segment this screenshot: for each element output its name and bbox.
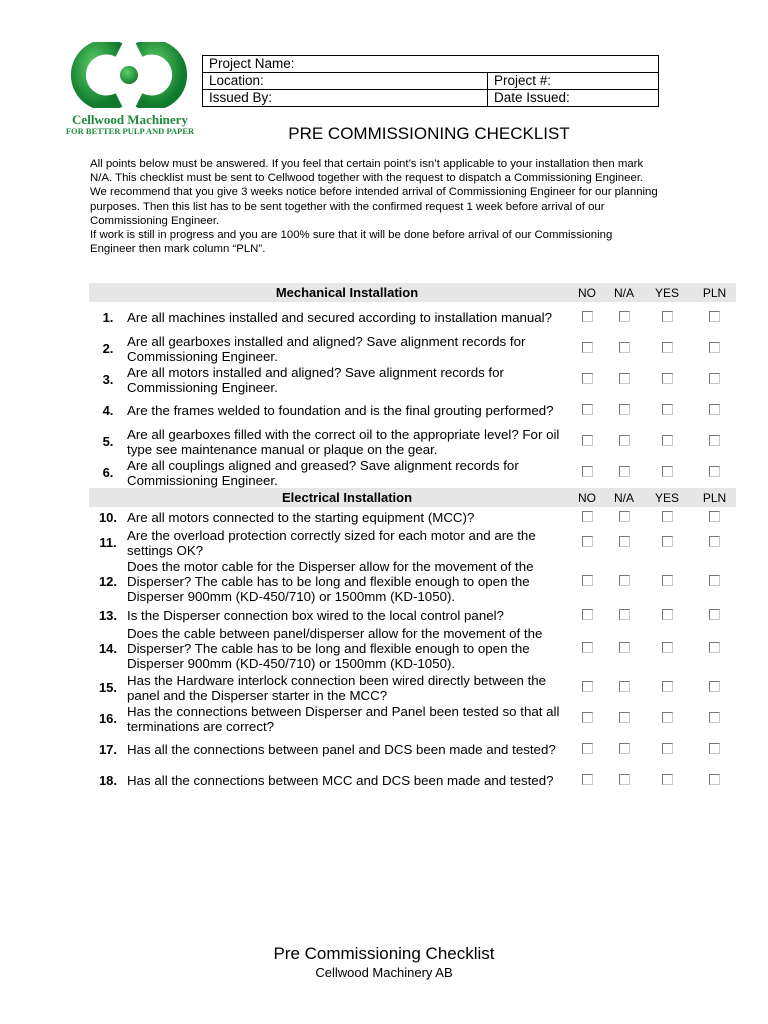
issued-by-field[interactable]: Issued By: [203, 90, 488, 107]
checkbox-cell [567, 558, 607, 605]
checkbox-cell [607, 765, 641, 796]
checkbox-cell [641, 558, 693, 605]
checkbox-cell [693, 672, 736, 703]
checkbox-yes[interactable] [662, 311, 673, 322]
checklist-row [89, 333, 736, 364]
checkbox-pln[interactable] [709, 536, 720, 547]
checkbox-cell [641, 507, 693, 527]
checkbox-yes[interactable] [662, 536, 673, 547]
checkbox-no[interactable] [582, 435, 593, 446]
checkbox-yes[interactable] [662, 511, 673, 522]
item-number: 18. [98, 773, 118, 788]
item-number: 5. [102, 434, 114, 449]
checkbox-pln[interactable] [709, 511, 720, 522]
checkbox-pln[interactable] [709, 311, 720, 322]
checkbox-yes[interactable] [662, 609, 673, 620]
checkbox-cell [641, 457, 693, 488]
section-header-row [89, 488, 736, 507]
checkbox-cell [607, 364, 641, 395]
checklist-table [89, 283, 736, 796]
checkbox-cell [607, 527, 641, 558]
column-header: YES [641, 488, 693, 507]
column-header: NO [567, 283, 607, 302]
checkbox-yes[interactable] [662, 435, 673, 446]
checkbox-cell [641, 426, 693, 457]
question-text: Has all the connections between MCC and DCS been made and tested? [127, 773, 554, 788]
checkbox-cell [567, 333, 607, 364]
checkbox-pln[interactable] [709, 575, 720, 586]
location-field[interactable]: Location: [203, 73, 488, 90]
checklist-row [89, 605, 736, 625]
section-header-spacer [89, 488, 127, 507]
question-text: Are the frames welded to foundation and is the final grouting performed? [127, 403, 554, 418]
checkbox-cell [567, 364, 607, 395]
column-header: N/A [607, 488, 641, 507]
question-text: Are all motors connected to the starting equipment (MCC)? [127, 509, 475, 525]
checklist-row [89, 672, 736, 703]
item-number: 4. [102, 403, 114, 418]
checkbox-cell [641, 302, 693, 333]
footer-subtitle: Cellwood Machinery AB [315, 965, 453, 980]
intro-paragraph: We recommend that you give 3 weeks notice before intended arrival of Commissioning Engineer for our planning purposes. Then this list has to be sent together with the confirmed request 1 week before arrival of our Commissioning Engineer. [90, 186, 658, 227]
checklist-row [89, 625, 736, 672]
column-header: N/A [607, 283, 641, 302]
checkbox-cell [693, 625, 736, 672]
checkbox-cell [641, 527, 693, 558]
checkbox-yes[interactable] [662, 712, 673, 723]
item-number: 6. [102, 465, 114, 480]
checkbox-no[interactable] [582, 575, 593, 586]
column-header: NO [567, 488, 607, 507]
checkbox-cell [693, 558, 736, 605]
checkbox-pln[interactable] [709, 373, 720, 384]
intro-text [90, 157, 660, 256]
checkbox-cell [567, 507, 607, 527]
checklist-row [89, 395, 736, 426]
project-number-field[interactable]: Project #: [488, 73, 659, 90]
checkbox-cell [567, 672, 607, 703]
checkbox-no[interactable] [582, 774, 593, 785]
checkbox-yes[interactable] [662, 373, 673, 384]
checkbox-no[interactable] [582, 342, 593, 353]
section-title: Mechanical Installation [127, 283, 567, 302]
checkbox-cell [567, 765, 607, 796]
checkbox-yes[interactable] [662, 466, 673, 477]
checkbox-pln[interactable] [709, 435, 720, 446]
question-text: Does the motor cable for the Disperser allow for the movement of the Disperser? The cable has to be long and flexible enough to open the Disperser 900mm (KD-450/710) or 1500mm (KD-1050). [127, 559, 534, 604]
checklist-row [89, 507, 736, 527]
checkbox-cell [693, 507, 736, 527]
checkbox-cell [693, 333, 736, 364]
logo-tagline: FOR BETTER PULP AND PAPER [65, 126, 195, 136]
checkbox-cell [567, 426, 607, 457]
checklist-row [89, 558, 736, 605]
checkbox-pln[interactable] [709, 642, 720, 653]
checkbox-no[interactable] [582, 536, 593, 547]
question-text: Has all the connections between panel and DCS been made and tested? [127, 742, 556, 757]
checkbox-cell [641, 395, 693, 426]
question-text: Are all gearboxes installed and aligned? Save alignment records for Commissioning Engineer. [127, 333, 526, 364]
question-text: Are the overload protection correctly sized for each motor and are the settings OK? [127, 527, 536, 558]
checkbox-cell [693, 395, 736, 426]
checkbox-cell [693, 457, 736, 488]
checkbox-cell [693, 765, 736, 796]
logo-company-name: Cellwood Machinery [72, 112, 188, 127]
checkbox-cell [641, 364, 693, 395]
checkbox-cell [567, 527, 607, 558]
checklist-row [89, 703, 736, 734]
checkbox-yes[interactable] [662, 743, 673, 754]
checklist-row [89, 734, 736, 765]
question-text: Does the cable between panel/disperser allow for the movement of the Disperser? The cable has to be long and flexible enough to open the Disperser 900mm (KD-450/710) or 1500mm (KD-1050). [127, 626, 543, 671]
item-number: 14. [98, 641, 118, 656]
checkbox-no[interactable] [582, 642, 593, 653]
checklist-row [89, 364, 736, 395]
item-number: 17. [98, 742, 118, 757]
item-number: 10. [98, 509, 118, 525]
item-number: 12. [98, 574, 118, 589]
date-issued-field[interactable]: Date Issued: [488, 90, 659, 107]
section-header-spacer [89, 283, 127, 302]
checkbox-no[interactable] [582, 743, 593, 754]
checkbox-cell [607, 457, 641, 488]
checkbox-na[interactable] [619, 511, 630, 522]
checkbox-na[interactable] [619, 712, 630, 723]
checkbox-na[interactable] [619, 536, 630, 547]
checkbox-no[interactable] [582, 712, 593, 723]
checkbox-cell [567, 395, 607, 426]
checklist-row [89, 765, 736, 796]
checkbox-yes[interactable] [662, 681, 673, 692]
item-number: 13. [98, 607, 118, 623]
item-number: 16. [98, 711, 118, 726]
checkbox-cell [641, 625, 693, 672]
checkbox-pln[interactable] [709, 342, 720, 353]
checkbox-cell [567, 625, 607, 672]
checkbox-cell [607, 625, 641, 672]
checkbox-cell [607, 333, 641, 364]
project-info-table [202, 55, 659, 107]
checkbox-no[interactable] [582, 681, 593, 692]
checkbox-na[interactable] [619, 404, 630, 415]
checkbox-yes[interactable] [662, 642, 673, 653]
checkbox-pln[interactable] [709, 774, 720, 785]
checkbox-na[interactable] [619, 435, 630, 446]
checkbox-cell [567, 605, 607, 625]
checkbox-cell [567, 703, 607, 734]
checkbox-cell [607, 672, 641, 703]
cellwood-logo-icon [63, 42, 195, 108]
checklist-row [89, 302, 736, 333]
item-number: 11. [99, 535, 117, 550]
checkbox-cell [693, 605, 736, 625]
checkbox-na[interactable] [619, 466, 630, 477]
checkbox-cell [693, 302, 736, 333]
checkbox-yes[interactable] [662, 342, 673, 353]
item-number: 2. [102, 341, 114, 356]
company-logo [55, 42, 205, 137]
checkbox-na[interactable] [619, 342, 630, 353]
checklist-row [89, 457, 736, 488]
checkbox-na[interactable] [619, 681, 630, 692]
checkbox-cell [567, 734, 607, 765]
question-text: Are all motors installed and aligned? Save alignment records for Commissioning Engineer. [127, 364, 504, 395]
checkbox-na[interactable] [619, 642, 630, 653]
checkbox-cell [693, 734, 736, 765]
checkbox-na[interactable] [619, 609, 630, 620]
checkbox-cell [693, 426, 736, 457]
checkbox-cell [641, 333, 693, 364]
column-header: PLN [693, 283, 736, 302]
checkbox-cell [607, 395, 641, 426]
checkbox-cell [567, 457, 607, 488]
checkbox-cell [607, 558, 641, 605]
checkbox-na[interactable] [619, 575, 630, 586]
checkbox-no[interactable] [582, 511, 593, 522]
checkbox-no[interactable] [582, 373, 593, 384]
checkbox-yes[interactable] [662, 575, 673, 586]
question-text: Has the Hardware interlock connection been wired directly between the panel and the Disperser starter in the MCC? [127, 672, 547, 703]
checkbox-yes[interactable] [662, 774, 673, 785]
checkbox-cell [641, 672, 693, 703]
checkbox-cell [607, 605, 641, 625]
checkbox-pln[interactable] [709, 743, 720, 754]
project-name-field[interactable]: Project Name: [203, 56, 659, 73]
checkbox-cell [641, 734, 693, 765]
page-title: PRE COMMISSIONING CHECKLIST [288, 124, 570, 143]
checkbox-cell [693, 703, 736, 734]
checkbox-no[interactable] [582, 609, 593, 620]
question-text: Are all machines installed and secured according to installation manual? [127, 310, 553, 325]
checkbox-cell [641, 765, 693, 796]
checkbox-cell [607, 734, 641, 765]
item-number: 3. [102, 372, 114, 387]
checkbox-no[interactable] [582, 311, 593, 322]
item-number: 15. [98, 680, 118, 695]
checkbox-na[interactable] [619, 743, 630, 754]
checklist-row [89, 426, 736, 457]
section-title: Electrical Installation [127, 488, 567, 507]
checkbox-no[interactable] [582, 466, 593, 477]
checkbox-no[interactable] [582, 404, 593, 415]
checkbox-cell [693, 364, 736, 395]
checkbox-cell [641, 703, 693, 734]
checkbox-pln[interactable] [709, 404, 720, 415]
checkbox-cell [607, 426, 641, 457]
footer-title: Pre Commissioning Checklist [273, 944, 495, 963]
section-header-row [89, 283, 736, 302]
column-header: PLN [693, 488, 736, 507]
checkbox-cell [567, 302, 607, 333]
checkbox-pln[interactable] [709, 609, 720, 620]
checkbox-na[interactable] [619, 373, 630, 384]
item-number: 1. [102, 310, 114, 325]
question-text: Are all couplings aligned and greased? Save alignment records for Commissioning Engineer. [127, 457, 519, 488]
checkbox-pln[interactable] [709, 681, 720, 692]
checkbox-cell [693, 527, 736, 558]
question-text: Has the connections between Disperser and Panel been tested so that all terminations are correct? [127, 703, 560, 734]
checkbox-pln[interactable] [709, 712, 720, 723]
question-text: Are all gearboxes filled with the correct oil to the appropriate level? For oil type see maintenance manual or plaque on the gear. [127, 426, 560, 457]
checkbox-pln[interactable] [709, 466, 720, 477]
intro-paragraph: If work is still in progress and you are 100% sure that it will be done before arrival of our Commissioning Engineer then mark column “PLN”. [90, 229, 613, 256]
checkbox-cell [607, 302, 641, 333]
checkbox-na[interactable] [619, 311, 630, 322]
checkbox-cell [607, 703, 641, 734]
column-header: YES [641, 283, 693, 302]
checkbox-yes[interactable] [662, 404, 673, 415]
checkbox-cell [607, 507, 641, 527]
checklist-row [89, 527, 736, 558]
checkbox-cell [641, 605, 693, 625]
question-text: Is the Disperser connection box wired to the local control panel? [127, 607, 504, 623]
checkbox-na[interactable] [619, 774, 630, 785]
intro-paragraph: All points below must be answered. If you feel that certain point’s isn’t applicable to your installation then mark N/A. This checklist must be sent to Cellwood together with the request to dispatch a Commissioning Engineer. [90, 158, 644, 185]
